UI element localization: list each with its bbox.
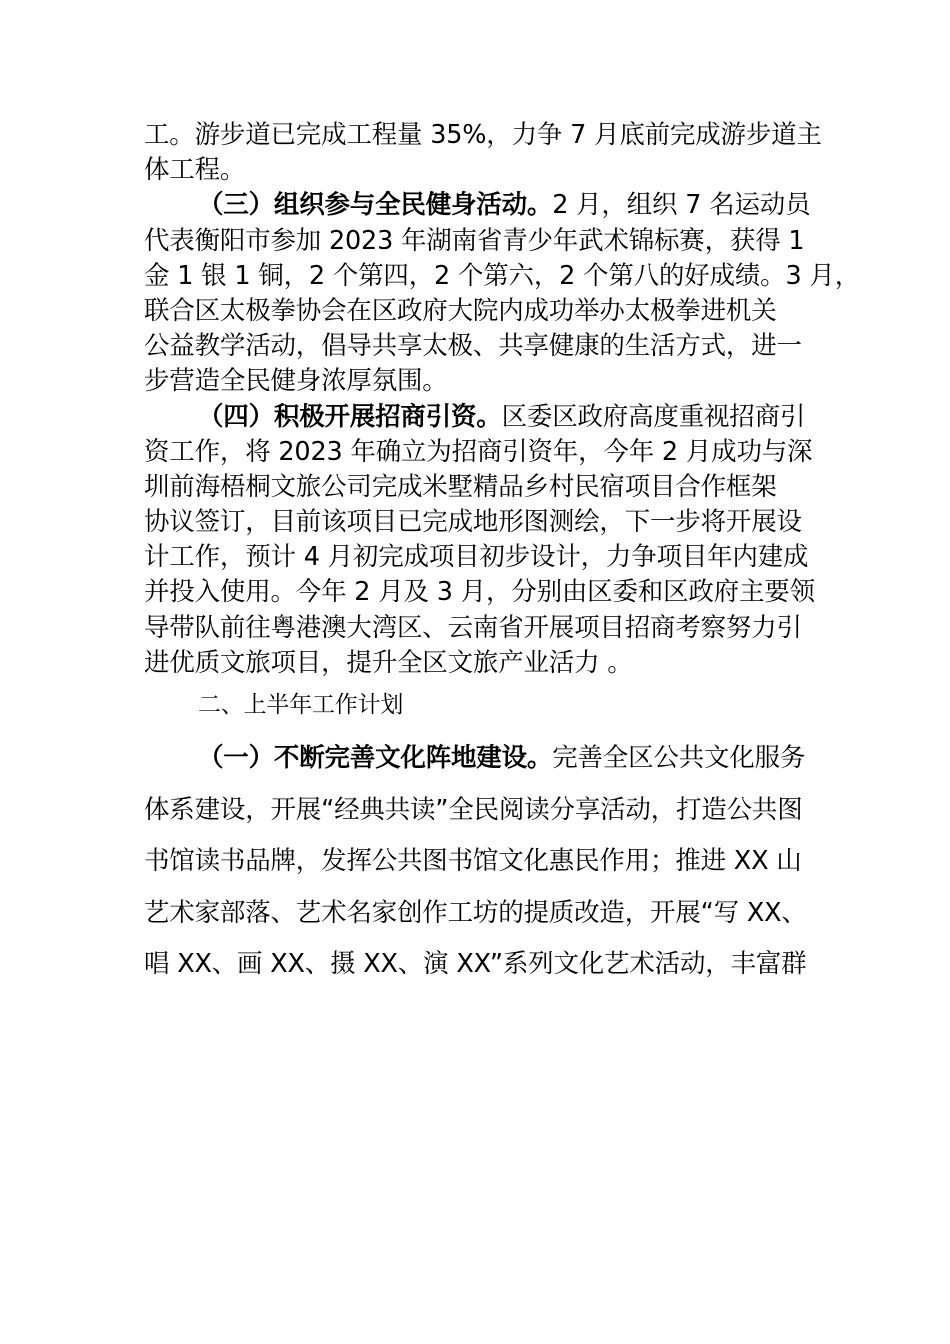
- paragraph-line: 资工作，将 2023 年确立为招商引资年，今年 2 月成功与深: [144, 436, 813, 467]
- paragraph-line: 艺术家部落、艺术名家创作工坊的提质改造，开展“写 XX、: [144, 897, 807, 928]
- paragraph-line: 唱 XX、画 XX、摄 XX、演 XX”系列文化艺术活动，丰富群: [144, 949, 807, 979]
- section-plan-text: [144, 733, 814, 991]
- heading-fitness: （三）组织参与全民健身活动。: [198, 190, 553, 221]
- paragraph-line: 导带队前往粤港澳大湾区、云南省开展项目招商考察努力引: [144, 612, 802, 643]
- paragraph-line: 工。游步道已完成工程量 35%，力争 7 月底前完成游步道主: [144, 120, 822, 150]
- paragraph-line: 圳前海梧桐文旅公司完成米墅精品乡村民宿项目合作框架: [144, 471, 777, 502]
- paragraph-heading-line: [144, 400, 814, 435]
- heading-investment-rest: 区委区政府高度重视招商引: [501, 401, 806, 432]
- paragraph-line: 计工作，预计 4 月初完成项目初步设计，力争项目年内建成: [144, 542, 809, 573]
- heading-culture-rest: 完善全区公共文化服务: [552, 743, 806, 773]
- heading-investment: （四）积极开展招商引资。: [198, 401, 502, 432]
- heading-fitness-rest: 2 月，组织 7 名运动员: [552, 190, 811, 221]
- paragraph-line: 体系建设，开展“经典共读”全民阅读分享活动，打造公共图: [144, 794, 803, 825]
- paragraph-line: 协议签订，目前该项目已完成地形图测绘，下一步将开展设: [144, 507, 802, 538]
- paragraph-line: 步营造全民健身浓厚氛围。: [144, 366, 448, 397]
- paragraph-line: 代表衡阳市参加 2023 年湖南省青少年武术锦标赛，获得 1: [144, 225, 805, 256]
- section-title: 二、上半年工作计划: [198, 692, 404, 718]
- paragraph-line: 体工程。: [144, 155, 246, 186]
- paragraph-line: 进优质文旅项目，提升全区文旅产业活力 。: [144, 647, 633, 678]
- paragraph-line: 并投入使用。今年 2 月及 3 月，分别由区委和区政府主要领: [144, 577, 815, 608]
- heading-culture: （一）不断完善文化阵地建设。: [198, 743, 553, 773]
- paragraph-line: 公益教学活动，倡导共享太极、共享健康的生活方式，进一: [144, 331, 802, 362]
- paragraph-heading-line: [144, 188, 814, 223]
- paragraph-line: 联合区太极拳协会在区政府大院内成功举办太极拳进机关: [144, 295, 777, 326]
- section-progress-text: [144, 118, 860, 681]
- paragraph-heading-line: [144, 733, 814, 785]
- paragraph-line: 金 1 银 1 铜，2 个第四，2 个第六，2 个第八的好成绩。3 月，: [144, 260, 860, 291]
- section-title-block: [144, 688, 814, 722]
- paragraph-line: 书馆读书品牌，发挥公共图书馆文化惠民作用；推进 XX 山: [144, 846, 802, 876]
